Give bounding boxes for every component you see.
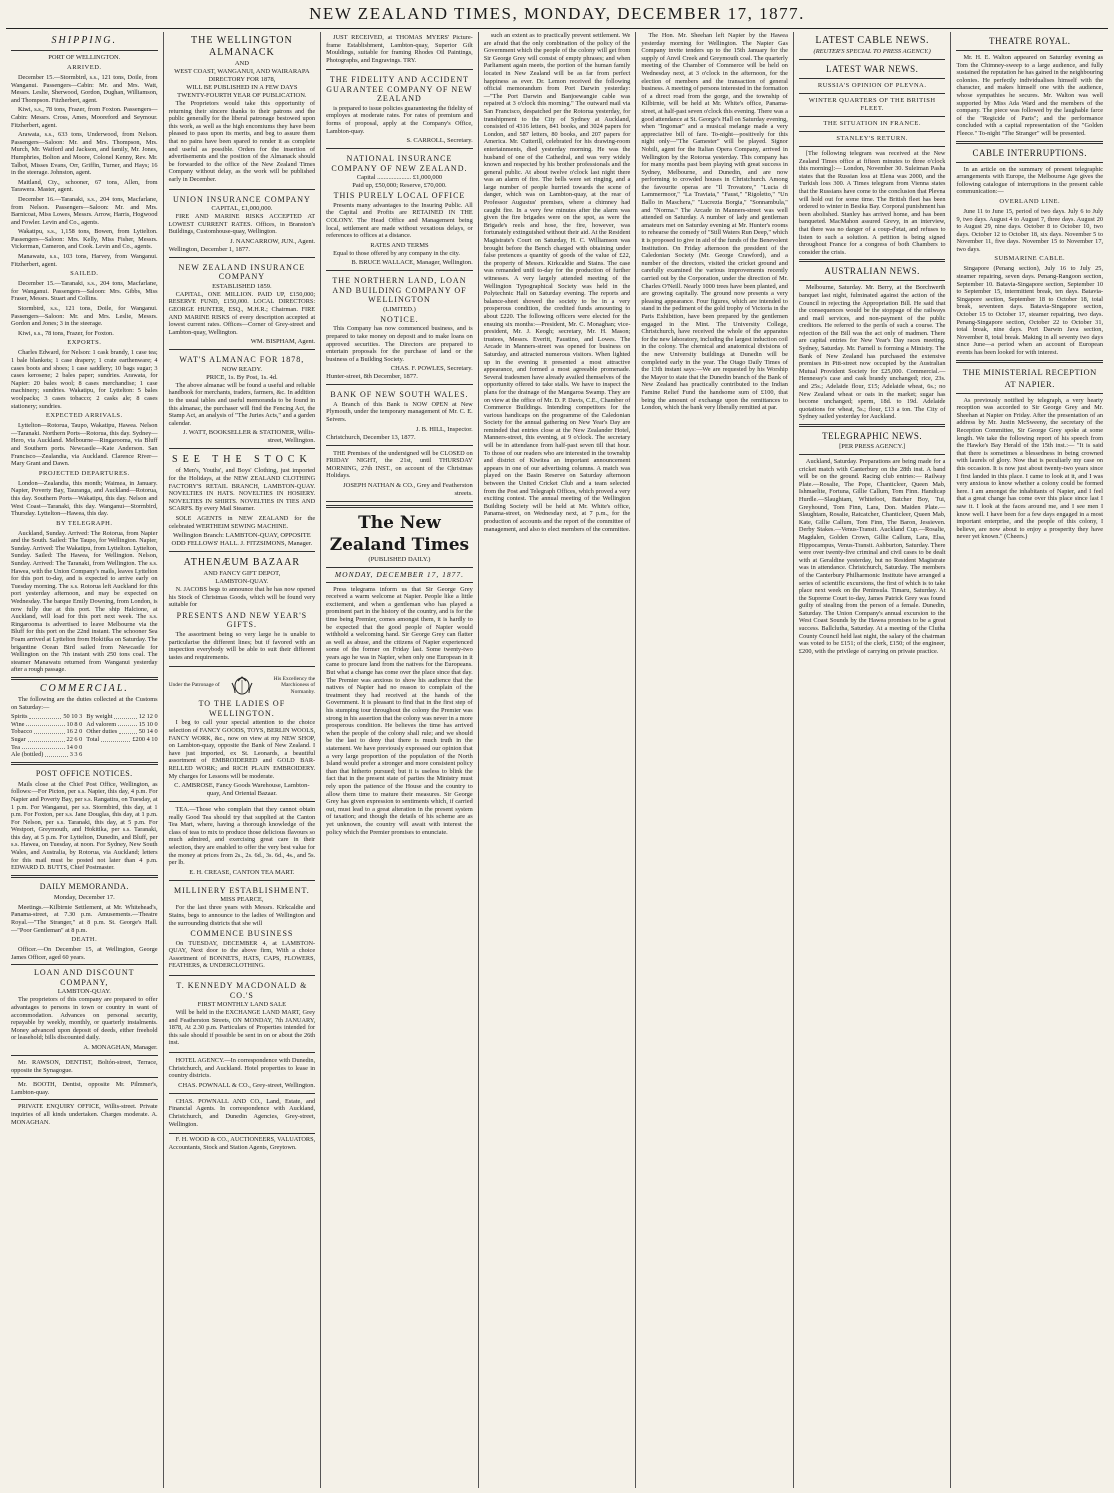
- athenaeum-head: PRESENTS AND NEW YEAR'S GIFTS.: [176, 610, 308, 630]
- divider: [326, 505, 473, 508]
- national-text: Presents many advantages to the Insuring Public. All the Capital and Profits are RETAINED IN THE COLONY. The Head Office and Management being local, settlement are made without vexatious delays, or references to offices at a distance.: [326, 201, 473, 240]
- masthead-rule: [6, 28, 1108, 29]
- duty-label: Ad valorem: [86, 720, 117, 728]
- column-shipping: [6, 32, 164, 1488]
- athenaeum-text-2: The assortment being so very large he is unable to particularise the different lines; but if favored with an inspection everybody will be able to suit their different tastes and requirements.: [168, 630, 316, 661]
- telegraphic-text: Auckland, Saturday. Preparations are being made for a cricket match with Canterbury on the 28th inst. A band will be on the ground. Racing club entries:— Railway Plate.—Rosalie, The Pope, Chanticleer, Queen Mab, Ishmaelite, Fortuna, Gillie Callum, Tom Finn. Handicap Hurdle.—Slaughtam, Whitefoot, Batcher Boy, Tui, Greyhound, Tom Finn, Lara, Don. Maiden Plate.—Slaughtam, Rosalie, Ratcatcher, Chanticleer, Queen Mab, Kate, Gillie Callum, Tom Finn, The Baron, Jessieven. Derby Stakes.—Venus-Transit. Auckland Cup.—Rosalie, Magdalen, Golden Crown, Gillie Callum, Lara, Elsa, Hippocampus, Venus-Transit. Ashburton, Saturday. There were over twenty-five criminal and civil cases to be dealt with at Geraldine yesterday, but no Resident Magistrate was in attendance. Christchurch, Saturday. The members of the Canterbury Philharmonic Institute have arranged a series of scientific excursions, the first of which is to take place next week on the Peninsula. Timaru, Saturday. At the Supreme Court to-day, James Patrick Grey was found guilty of stealing from the person of a female. Dunedin, Saturday. The Union Company's annual excursion to the West Coast Sounds by the Hawea promises to be a great success. Ballclutha, Saturday. At a meeting of the Clutha County Council held last night, the salary of the chairman was voted to be £151; of the clerk, £150; of the engineer, £200, with the privilege of carrying on private practice.: [798, 458, 946, 655]
- column-advertisements-2: [321, 32, 479, 1488]
- coat-of-arms-icon: [229, 673, 255, 697]
- australian-news-title: AUSTRALIAN NEWS.: [824, 266, 920, 277]
- ladies-sign: C. AMBROSE, Fancy Goods Warehouse, Lambton-quay, And Oriental Bazaar.: [174, 782, 310, 798]
- auctioneers-ad: F. H. WOOD & CO., AUCTIONEERS, VALUATORS, Accountants, Stock and Station Agents, Greytown.: [168, 1136, 316, 1151]
- bank-title: BANK OF NEW SOUTH WALES.: [330, 390, 469, 400]
- wats-price: PRICE, 1s. By Post, 1s. 4d.: [206, 373, 278, 381]
- submarine-heading: SUBMARINE CABLE.: [994, 255, 1066, 263]
- stock-text: of Men's, Youths', and Boys' Clothing, just imported for the Holidays, at the NEW ZEALAND CLOTHING FACTORY'S RETAIL BRANCH, LAMBTON-QUAY. NOVELTIES IN HATS. NOVELTIES IN HOSIERY. NOVELTIES IN SHIRTS. NOVELTIES IN TIES AND SCARFS. By every Mail Steamer.: [168, 467, 316, 513]
- duty-label: Other duties: [86, 728, 118, 736]
- union-date: Wellington, December 1, 1877.: [168, 245, 251, 253]
- fidelity-title: THE FIDELITY AND ACCIDENT GUARANTEE COMPANY OF NEW ZEALAND: [326, 75, 473, 104]
- divider: [799, 454, 946, 455]
- expected-text: Lyttelton—Rotorua, Taupo, Wakatipu, Hawea. Nelson—Taranaki. Northern Ports—Rotorua, this day. Sydney—Hero, via Auckland. Melbourne—Ringarooma, via Bluff and Southern ports. Newcastle—Kate Anderson. San Francisco—Zealandia, via Auckland. Clarence River—Mary Grant and Dawn.: [11, 422, 158, 468]
- kennedy-title: T. KENNEDY MACDONALD & CO.'S: [176, 981, 308, 1000]
- sailing-entry: Kiwi, s.s., 78 tons, Frazer, for Foxton.: [18, 329, 114, 337]
- almanack-sub: WEST COAST, WANGANUI, AND WAIRARAPA DIRECTORY FOR 1878,: [174, 68, 310, 83]
- duty-label: Tea: [11, 743, 20, 751]
- divider: [799, 116, 946, 117]
- fidelity-sign: S. CARROLL, Secretary.: [406, 137, 473, 145]
- pownall-text: CHAS. POWNALL AND CO., Land, Estate, and Financial Agents. In correspondence with Auckland, Christchurch, and Dunedin Agencies, Grey-street, Wellington.: [168, 1097, 316, 1128]
- arrival-entry: Wakatipu, s.s., 1,158 tons, Bowen, from Lyttelton. Passengers—Saloon: Mrs. Kelly, Miss Fisher, Messrs. Vickerman, Cameron, and Cook. Levin and Co., agents.: [11, 228, 158, 251]
- fancy-goods-ad: [169, 669, 316, 802]
- divider: [956, 141, 1103, 144]
- exports-heading: EXPORTS.: [67, 339, 102, 347]
- northern-sub: (LIMITED.): [383, 305, 416, 313]
- divider: [11, 875, 158, 878]
- athenaeum-text: N. JACOBS begs to announce that he has now opened his Stock of Christmas Goods, which will be found very suitable for: [168, 586, 316, 609]
- divider: [11, 677, 158, 680]
- columns: [6, 32, 1108, 1488]
- duty-value: £200 4 10: [132, 735, 158, 743]
- duty-label: Total: [86, 735, 100, 743]
- duty-value: 14 0 0: [66, 743, 83, 751]
- telegraph-text: Auckland, Sunday. Arrived: The Rotorua, from Napier and the South. Sailed: The Taupo, for Wellington. Napier, Sunday. Arrived: The Wakatipu, from Lyttelton. Lyttelton, Sunday. Sailed: The Hawea, for Wellington. Nelson, Sunday. Arrived: The Taranaki, from Wellington. The s.s. Hawea, with the Union Company's mails, leaves Lyttelton for this port to-day, and is expected to arrive early on Tuesday morning. The s.s. Rotorua left Auckland for this port yesterday afternoon, and may be expected on Wednesday. The barque Emily Downing, from London, is now fully due at this port. The ship Halcione, at Auckland, will load for this port next week. The s.s. Ringarooma is advertised to leave Melbourne via the Bluff for this port on the 22nd instant. The schooner Sea Foam arrived at Lyttelton from Hokitika on Saturday. The brigantine Ocean Bird sailed from Newcastle for Wellington on the 7th instant with 250 tons coal. The steamer Manawatu returned from Wanganui yesterday after a rough passage.: [11, 529, 158, 674]
- national-rates-text: Equal to those offered by any company in the city.: [333, 249, 460, 257]
- duty-row: [11, 736, 82, 744]
- duty-total: [86, 736, 157, 744]
- duty-value: 50 14 0: [138, 728, 158, 736]
- theatre-text: Mr. H. E. Walton appeared on Saturday evening as Tom the Chimney-sweep to a large audience, and fully sustained the reputation he has gained in the neighbouring colonies. He perfectly individualises himself with the character, and makes himself one with the audience, whose sympathies he secures. Mr. Walton was well supported by Miss Ada Ward and the members of the company. The piece was followed by the laughable farce of the "Regicide of Paris"; and the performance concluded with a capital representation of the "Golden Fleece." To-night "The Stranger" will be presented.: [956, 54, 1104, 137]
- column-local-news: [479, 32, 637, 1488]
- death-heading: DEATH.: [71, 936, 98, 944]
- kennedy-text: Will be held in the EXCHANGE LAND MART, Grey and Featherston Streets, ON MONDAY, 7th JANUARY, 1878, At 2.30 p.m. Particulars of Properties intended for this sale should if possible be sent in on or about the 26th inst.: [168, 1009, 316, 1047]
- cable-interruptions-title: CABLE INTERRUPTIONS.: [972, 147, 1088, 158]
- telegraphic-news-title: TELEGRAPHIC NEWS.: [822, 431, 923, 441]
- duty-row: [86, 721, 157, 729]
- stock-sign: Wellington Branch: LAMBTON-QUAY, OPPOSITE ODD FELLOWS' HALL. J. FITZSIMONS, Manager.: [171, 532, 313, 548]
- paper-title: The New Zealand Times: [329, 512, 470, 555]
- fidelity-text: is prepared to issue policies guaranteeing the fidelity of employes at moderate rates. For rates of premium and forms of proposal, apply at the Company's Office, Lambton-quay.: [326, 104, 473, 135]
- masthead: NEW ZEALAND TIMES, MONDAY, DECEMBER 17, 1877.: [309, 4, 805, 23]
- enquiry-ad: PRIVATE ENQUIRY OFFICE, Willis-street. Private inquiries of all kinds undertaken. Charges moderate. A. MONAGHAN.: [11, 1103, 158, 1126]
- athenaeum-title: ATHENÆUM BAZAAR: [183, 557, 301, 569]
- stock-agents: SOLE AGENTS in NEW ZEALAND for the celebrated WERTHEIM SEWING MACHINE.: [168, 515, 316, 530]
- divider: [956, 162, 1103, 163]
- millinery-ad: [169, 883, 316, 976]
- duty-row: [86, 728, 157, 736]
- theatre-title: THEATRE ROYAL.: [989, 36, 1071, 46]
- pownall-ad: [169, 1096, 316, 1134]
- duty-label: Spirits: [11, 713, 28, 721]
- arrival-entry: December 15.—Stormbird, s.s., 121 tons, Doile, from Wanganui. Passengers—Cabin: Mr. and Mrs. Watt, Messrs. Leslie, Sherwood, Gordon, Dughan, Williamson, and Thompson. Fitzherbert, agent.: [11, 74, 158, 104]
- almanack-title: THE WELLINGTON ALMANACK: [191, 35, 293, 58]
- divider: [326, 567, 473, 568]
- wats-title: WAT'S ALMANAC FOR 1878,: [179, 355, 305, 365]
- wats-sign: J. WATT, BOOKSELLER & STATIONER, Willis-street, Wellington.: [183, 429, 316, 445]
- loan-company-title: LOAN AND DISCOUNT COMPANY,: [34, 968, 135, 987]
- death-notice: Officer.—On December 15, at Wellington, George James Officer, aged 60 years.: [11, 946, 158, 961]
- divider: [799, 280, 946, 281]
- fidelity-ad: [326, 72, 473, 149]
- commercial-intro: The following are the duties collected at the Customs on Saturday:—: [11, 695, 158, 711]
- duty-label: Sugar: [11, 735, 26, 743]
- patronage-right: His Excellency the Marchioness of Normanby.: [273, 675, 316, 695]
- hotel-agency-ad: [169, 1055, 316, 1094]
- arrival-entry: December 16.—Taranaki, s.s., 204 tons, Macfarlane, from Nelson. Passengers—Saloon: Mr. and Mrs. Barnicoat, Miss Lowes, Messrs. Arrow, Harris, Hogwood and Fowler. Levin and Co., agents.: [11, 195, 158, 226]
- overland-text: June 11 to June 15, period of two days. July 6 to July 9, two days. August 4 to August 7, three days. August 20 to August 29, nine days. October 8 to October 10, two days. October 12 to October 18, six days. November 5 to November 11, five days. November 15 to November 17, two days.: [956, 207, 1104, 253]
- duty-row: [11, 713, 82, 721]
- overland-heading: OVERLAND LINE.: [999, 197, 1061, 205]
- australian-news-text: Melbourne, Saturday. Mr. Berry, at the Borchwerth banquet last night, fulminated against the action of the Council in rejecting the Appropriation Bill. He said that the consequences would be the stoppage of the railways and mail services, and non-payment of the public creditors. He referred to the perils of such a course. The rejection of the Bill was the act only of madmen. There are capital entries for New Year's Day races meeting. Sydney, Saturday. Mr. Farnell is forming a Ministry. The Bank of New Zealand has purchased the extensive premises in Pitt-street now occupied by the Australian Mutual Provident Society for £25,000. Commercial.—Hennessy's case and cask brandy unchanged; rice, 23s. and 25s.; Adelaide flour, £15; Adelaide wheat, 6s.; no New Zealand wheat or oats in the market; sugar has become unchanged; sperm, 18d. to 19d. Adelaide quotations for wheat, 5s.; flour, £13 a ton. The City of Sydney sailed yesterday for Auckland.: [798, 284, 946, 421]
- duty-value: 10 8 0: [66, 720, 83, 728]
- kennedy-sub: FIRST MONTHLY LAND SALE: [197, 1001, 287, 1008]
- commercial-title: COMMERCIAL.: [39, 682, 129, 694]
- millinery-text: For the last three years with Messrs. Kirkcaldie and Stains, begs to announce to the ladies of Wellington and the surrounding districts that she will: [168, 904, 316, 927]
- northern-notice: NOTICE.: [380, 314, 419, 324]
- sailing-entry: December 15.—Taranaki, s.s., 204 tons, Macfarlane, for Wanganui. Passengers—Saloon: Mrs. Gibbs, Miss Fraser, Messrs. Stuart and Collins.: [11, 280, 158, 303]
- northern-land-ad: [326, 273, 473, 385]
- duty-label: Tobacco: [11, 728, 33, 736]
- paper-subtitle: (PUBLISHED DAILY.): [368, 555, 431, 563]
- duty-label: Wine: [11, 720, 25, 728]
- column-telegrams: [794, 32, 952, 1488]
- exports-text: Charles Edward, for Nelson: 1 cask brandy, 1 case tea; 1 bale blankets; 1 case drapery; 1 crate earthenware; 4 cases boots and shoes; 1 case saddlery; 10 bags sugar; 3 cases kerosene; 2 bales paper; sundries. Arawata, for Napier: 20 bales wool; 8 cases merchandise; 1 case machinery; sundries. Wakatipu, for Lyttelton: 5 bales woolpacks; 3 cases tobacco; 2 casks ale; 8 cases stationery; sundries.: [11, 349, 158, 410]
- union-text: FIRE AND MARINE RISKS ACCEPTED AT LOWEST CURRENT RATES. Offices, in Branston's Buildings, Customhouse-quay, Wellington.: [168, 213, 316, 236]
- duty-value: 22 6 0: [66, 735, 83, 743]
- national-rates: RATES AND TERMS: [370, 241, 429, 249]
- loan-company-sign: A. MONAGHAN, Manager.: [83, 1043, 158, 1051]
- sailing-entry: Stormbird, s.s., 121 tons, Doile, for Wanganui. Passengers—Saloon: Mr. and Mrs. Leslie, Messrs. Gordon and Jones; 3 in the steerage.: [11, 305, 158, 328]
- almanack-sub: TWENTY-FOURTH YEAR OF PUBLICATION.: [177, 92, 307, 99]
- athenaeum-bazaar-ad: [169, 554, 316, 667]
- northern-date: Hunter-street, 8th December, 1877.: [326, 373, 418, 381]
- divider: [799, 59, 946, 60]
- land-sale-ad: [169, 978, 316, 1053]
- war-news-title: LATEST WAR NEWS.: [825, 64, 919, 74]
- divider: [956, 393, 1103, 394]
- cable-news-title: LATEST CABLE NEWS.: [815, 35, 929, 46]
- duty-row: [11, 751, 82, 759]
- national-insurance-ad: [326, 151, 473, 271]
- nz-insurance-est: ESTABLISHED 1859.: [212, 282, 272, 290]
- divider: [799, 93, 946, 94]
- divider: [799, 131, 946, 132]
- winter-heading: WINTER QUARTERS OF THE BRITISH FLEET.: [808, 97, 936, 112]
- arrival-entry: Kiwi, s.s., 78 tons, Frazer, from Foxton. Passengers—Cabin: Messrs. Cross, Ames, Mooreford and Seymour. Fitzherbert, agent.: [11, 106, 158, 129]
- divider: [799, 424, 946, 427]
- divider: [11, 762, 158, 765]
- nz-insurance-title: NEW ZEALAND INSURANCE COMPANY: [178, 262, 306, 282]
- duties-left: [11, 713, 82, 759]
- bank-sign: J. B. HILL, Inspector.: [415, 425, 473, 433]
- union-insurance-ad: [169, 192, 316, 258]
- union-sign: J. NANCARROW, JUN., Agent.: [230, 237, 316, 245]
- hotel-text: HOTEL AGENCY.—In correspondence with Dunedin, Christchurch, and Auckland. Hotel properties to lease in country districts.: [168, 1056, 316, 1080]
- memoranda-title: DAILY MEMORANDA.: [39, 881, 129, 891]
- arrival-entry: Maitland, Cty., schooner, 67 tons, Allen, from Tarawera. Master, agent.: [11, 178, 158, 194]
- tea-text: TEA.—Those who complain that they cannot obtain really Good Tea should try that supplied at the Canton Tea Mart, where, having a thorough knowledge of the class of teas to mix to produce those delicious flavours so much admired, and exercising great care in their selection, they are enabled to offer the very best value for the money at prices from 2s., 2s. 6d., 3s. 6d., 4s., and 5s. per lb.: [168, 806, 316, 867]
- divider: [956, 50, 1103, 51]
- almanack-sub: AND: [234, 60, 249, 67]
- almanac-1878-ad: [169, 352, 316, 449]
- divider: [11, 1077, 158, 1078]
- local-news-text: The Hon. Mr. Sheehan left Napier by the Hawea yesterday morning for Wellington. The Napier Gas Company invite tenders up to the 15th January for the supply of Anvil Creek and Greymouth coal. The quarterly meeting of the Chamber of Commerce will be held on Wednesday next, at 3 o'clock in the afternoon, for the election of members and the transaction of general business. A meeting of persons interested in the formation of a direct road from the gorge, and the township of Kilbirnie, will be held at Mr. White's office, Panama-street, at half-past seven o'clock this evening. There was a good attendance at St. George's Hall on Saturday evening, when "Ingomar" and a musical melange made a very appreciative bill of fare. To-night—positively for this night only—"The Gamester" will be played. Signor Nobili, agent for the Italian Opera Company, arrived in Wellington by the Rotorua yesterday. This company has for many months past been playing with great success in Sydney, Melbourne, and Dunedin, and are now performing to crowded houses in Christchurch. Among the favourite operas are "Il Trovatore," "Lucia di Lammermoor," "La Traviata," "Faust," "Rigoletto," "Un Ballo in Maschera," "Lucrezia Borgia," "Sonnambula," and "Norma." The Arcade in Manners-street was well attended on Saturday. A number of lady and gentleman amateurs met on Saturday evening at Mr. Hunter's rooms to rehearse the comedy of "Still Waters Run Deep," which it is proposed to give in aid of the funds of the Benevolent Institution. On Friday afternoon the president of the Caledonian Society (Mr. George Crawford), and a number of the directors, visited the cricket ground and carefully examined the various improvements recently carried out by the Corporation, under the direction of Mr. Charles O'Neill. Nearly 1000 trees have been planted, and are growing capitally. The ground now presents a very pleasing appearance. Four figures, which are intended to stand in the pediment of the gold trophy of Victoria in the Paris Exhibition, have been prepared by the gentlemen engaged in the Mint. The University College, Christchurch, have received the whole of the apparatus for the new laboratory, including the largest induction coil in the colony. The chemical and anatomical divisions of the new University buildings at Dunedin will be completed early in the year. The Otago Daily Times of the 13th instant says:—We are requested by his Worship the Mayor to state that the Dunedin branch of the Bank of New Zealand has practically contributed to the Indian Famine Relief Fund the handsome sum of £100, that being the amount of exchange upon the remittances to London, which the bank very liberally remitted at par.: [641, 32, 788, 412]
- loan-company-text: The proprietors of this company are prepared to offer advantages to persons in town or country in want of accommodation. Advances on personal security, repayable by weekly, monthly, or quarterly instalments. Money advanced upon deposit of deeds, either freehold or leasehold; bills discounted daily.: [11, 996, 158, 1042]
- national-capital: Capital ..................... £1,000,000: [356, 174, 443, 182]
- departures-heading: PROJECTED DEPARTURES.: [38, 469, 130, 477]
- duty-label: By weight: [86, 713, 113, 721]
- divider: [326, 582, 473, 583]
- millinery-head: COMMENCE BUSINESS: [190, 929, 294, 939]
- arrival-entry: Arawata, s.s., 633 tons, Underwood, from Nelson. Passengers—Saloon: Mr. and Mrs. Thompson, Mrs. Murch, Mr. Watford and Jackson, and family, Mr. Jones, Humphries, Bolton and Moore, Colonel Kenny, Rev. Mr. Talbot, Misses Evans, Orr, Griffin, Turner, and Hays; 16 in the steerage. Johnston, agent.: [11, 131, 158, 177]
- union-capital: CAPITAL, £1,000,000.: [211, 205, 273, 213]
- column-theatre: [951, 32, 1108, 1488]
- millinery-text-2: On TUESDAY, DECEMBER 4, at LAMBTON-QUAY, Next door to the above firm, With a choice Assortment of BONNETS, HATS, CAPS, FLOWERS, FEATHERS, & UNDERCLOTHING.: [168, 939, 316, 970]
- national-paid: Paid up, £50,000; Reserve, £70,000.: [352, 182, 447, 190]
- nz-insurance-text: CAPITAL, ONE MILLION. PAID UP, £150,000; RESERVE FUND, £150,000. LOCAL DIRECTORS: GEORGE HUNTER, ESQ., M.H.R.; Chairman. FIRE AND MARINE RISKS of every description accepted at lowest current rates. Offices—Corner of Grey-street and Lambton-quay, Wellington.: [168, 290, 316, 336]
- northern-title: THE NORTHERN LAND, LOAN AND BUILDING COMPANY OF WELLINGTON: [332, 276, 467, 305]
- millinery-sub: MISS PEARCE,: [220, 896, 264, 904]
- port-heading: PORT OF WELLINGTON.: [48, 54, 121, 61]
- russia-heading: RUSSIA'S OPINION OF PLEVNA.: [817, 82, 927, 89]
- local-news-text: such an extent as to practically prevent settlement. We are afraid that the only combination of the policy of the Government which the people of the colony will get from Sir George Grey will consist of empty phrases; and when Parliament again meets, the portion of the human family located in New Zealand will be as far from perfect happiness as ever. Dr. Lemon received the following official memorandum from Port Darwin yesterday:—"The Port Darwin and Banjoewangie cable was repaired at 3 o'clock this morning." The outward mail via San Francisco, despatched per the Rotorua yesterday, for transhipment to the City of Sydney at Auckland, consisted of 4316 letters, 841 books, and 3024 papers for London, and 587 letters, 80 books, and 207 papers for America. Mr. Cutterill, celebrated for his drawing-room entertainments, died yesterday morning. He was the husband of one of the Cathedral, and was very widely known and respected by his brother professionals and the general public. At about twelve o'clock last night there was an alarm of fire. The bells were set ringing, and a large number of people hurried towards the scene of danger, which was on Lambton-quay, at the rear of Professor Augustus' premises, where a chimney had caught fire. In a very few minutes after the alarm was given the fire brigades were on the spot, as were the Brigade's reels and hose, the fire, however, was fortunately extinguished without their aid. At the Resident Magistrate's Court on Saturday, H. C. Williamson was brought before the Bench charged with obtaining under false pretences a quantity of goods of the value of £22, the property of Messrs. Kirkcaldie and Stains. The case was remanded until to-day for the production of further witnesses. A very largely attended meeting of the Wellington Typographical Society was held in the Polytechnic Hall on Saturday evening. The reports and balance-sheet showed the society to be in a very prosperous condition, the credited funds amounting to about £220. The following officers were elected for the ensuing six months:—President, Mr. C. Monaghan; vice-president, Mr. J. Keogh; secretary, Mr. H. Mason; trustees, Messrs. Everitt, Faustino, and Lowes. The Arcade in Manners-street was opened for business on Saturday, and attracted numerous visitors. When lighted up in the evening it presented a most attractive appearance, and formed a most agreeable promenade. Several tradesmen have already availed themselves of the opportunity offered to take stalls. We have to inspect the plans for the drainage of the Mangaroa Swamp. They are on view at the office of Mr. D. P. Davis, C.E., Chamber of Commerce Buildings. Intending competitors for the various handicaps on the programme of the Caledonian Society for the annual gathering on New Year's Day are reminded that entries close at the New Zealander Hotel, Manners-street, this evening, at 9 o'clock. The secretary will be in attendance from half-past seven till that hour. To those of our readers who are interested in the township and district of Kiwitea an important announcement appears in one of our advertising columns. A match was played on the Basin Reserve on Saturday afternoon between the United Cricket Club and a team selected from the Post and Telegraph Offices, which proved a very exciting contest. The annual meeting of the Wellington Building Society will be held at Mr. White's office, Panama-street, on Wednesday next, at 7 p.m., for the production of accounts and the report of the committee of management, and also to elect members of the committee.: [483, 32, 631, 533]
- canton-tea-ad: [169, 804, 316, 881]
- almanack-sub: WILL BE PUBLISHED IN A FEW DAYS: [186, 84, 298, 91]
- editorial-text: Press telegrams inform us that Sir George Grey received a warm welcome at Napier. People like a little excitement, and when a gentleman who has played a prominent part in the history of the country, and is for the time being Premier, comes amongst them, it is hardly to be expected that the good people of Napier would withhold a welcoming hand. Sir George Grey can flatter as well as abuse, and the citizens of Napier experienced some of the former on Friday last. Some twenty-two years ago he was in Napier, when only one European in it came to procure land from the natives for the Europeans. But what a change has come over the place since that day. The Premier was anxious to show his audience that the natives of Napier had no reason to complain of the treatment they had received at the hands of the Government. It is pleasant to find that in the first step of his stumping tour throughout the colony the Premier was strong in his assertion that the colony was never in a more prosperous condition. He believes the time has arrived when the people of the colony shall rule; and we should be the last to deny that there is much truth in the statement. We have previously expressed our opinion that a very large proportion of the population of the North Island would prefer a stronger and more consistent policy than that hitherto pursued; but it is useless to blink the fact that in the present state of parties the Ministry must rely upon the patience of the House and the country to allow them time to mature their measures. Sir George Grey has given expression to sentiments which, if carried out, must lead to a great alteration in the present system of taxation; and though the details of his scheme are as yet unknown, the country will await with interest the policy which the Premier promises to enunciate.: [326, 585, 473, 836]
- closing-notice-ad: [326, 448, 473, 502]
- column-advertisements-1: [164, 32, 322, 1488]
- france-heading: THE SITUATION IN FRANCE.: [823, 120, 921, 127]
- divider: [799, 259, 946, 262]
- arrival-entry: Manawatu, s.s., 103 tons, Harvey, from Wanganui. Fitzherbert, agent.: [11, 253, 158, 268]
- wats-text: The above almanac will be found a useful and reliable handbook for merchants, traders, farmers, &c. In addition to the usual tables and useful memoranda to be found in this almanac, the purchaser will find the Fencing Act, the Stamp Act, an analysis of "The Juries Acts," and a garden calendar.: [168, 381, 316, 427]
- union-title: UNION INSURANCE COMPANY: [172, 194, 311, 204]
- memoranda-text: Meetings.—Kilbirnie Settlement, at Mr. Whitehead's, Panama-street, at 7.30 p.m. Amusements.—Theatre Royal.—"The Stranger," at 8 p.m. St. George's Hall.—"Poor Gentleman" at 8 p.m.: [11, 903, 158, 934]
- duty-value: 16 2 0: [66, 728, 83, 736]
- duty-row: [86, 713, 157, 721]
- reception-text: As previously notified by telegraph, a very hearty reception was accorded to Sir George Grey and Mr. Sheehan at Napier on Friday. After the presentation of an address by Mr. Justin McSweeny, the secretary of the Reception Committee, Sir George Grey spoke at some length. We take the following report of his speech from the Hawke's Bay Herald of the 15th inst.:— "It is said that there is sometimes a blessedness in being crowned with laurels of glory. Now that is peculiarly my case on this occasion. It is now just about twenty-two years since I first landed in this place. I came to look at it, and I was very anxious to know whether a colony could be formed here. I am amongst the inhabitants of Napier, and I feel that a great change has come over this place since last I saw it. I look at the faces around me, and I see men I know well. I have been for a few days engaged in a most important enterprise, and the people of this colony, I believe, are now about to enjoy a prosperity they have never yet known." (Cheers.): [956, 396, 1104, 541]
- expected-heading: EXPECTED ARRIVALS.: [45, 412, 123, 420]
- closing-text: THE Premises of the undersigned will be CLOSED on FRIDAY NIGHT, the 21st, until THURSDAY MORNING, 27th INST., on account of the Christmas Holidays.: [326, 449, 473, 480]
- duty-row: [11, 721, 82, 729]
- almanack-ad: [169, 32, 316, 190]
- picture-frame-ad: [326, 32, 473, 70]
- stanley-heading: STANLEY'S RETURN.: [836, 135, 908, 142]
- duty-value: 3 3 6: [69, 751, 83, 759]
- athenaeum-sub: AND FANCY GIFT DEPOT,: [203, 570, 281, 578]
- divider: [11, 1055, 158, 1056]
- national-title: NATIONAL INSURANCE COMPANY OF NEW ZEALAND.: [331, 154, 468, 173]
- divider: [799, 146, 946, 147]
- post-office-title: POST OFFICE NOTICES.: [35, 768, 133, 778]
- tea-sign: E. H. CREASE, CANTON TEA MART.: [189, 868, 295, 876]
- clothing-factory-ad: [169, 451, 316, 552]
- duty-value: 12 12 0: [138, 713, 158, 721]
- arrived-heading: ARRIVED.: [67, 64, 102, 71]
- athenaeum-location: LAMBTON-QUAY.: [215, 578, 269, 586]
- wats-sub: NOW READY.: [221, 365, 262, 373]
- stock-title: SEE THE STOCK: [172, 454, 312, 466]
- duty-label: Ale (bottled): [11, 751, 44, 759]
- duties-right: [82, 713, 157, 759]
- national-sign: B. BRUCE WALLACE, Manager, Wellington.: [351, 259, 473, 267]
- northern-sign: CHAS. F. POWLES, Secretary.: [390, 365, 473, 373]
- duty-value: 50 10 3: [63, 713, 83, 721]
- ladies-title: TO THE LADIES OF WELLINGTON.: [198, 699, 286, 718]
- bank-nsw-ad: [326, 387, 473, 445]
- bank-text: A Branch of this Bank is NOW OPEN at New Plymouth, under the temporary management of Mr. C. E. Seivers.: [326, 400, 473, 423]
- patronage-block: [169, 673, 316, 697]
- memoranda-date: Monday, December 17.: [53, 893, 115, 901]
- divider: [11, 50, 158, 51]
- sailed-heading: SAILED.: [70, 270, 99, 278]
- duty-row: [11, 728, 82, 736]
- shipping-title: SHIPPING.: [51, 35, 118, 46]
- paper-dateline: MONDAY, DECEMBER 17, 1877.: [334, 569, 464, 579]
- nz-insurance-sign: WM. BISPHAM, Agent.: [250, 338, 316, 346]
- divider: [11, 1099, 158, 1100]
- column-local-news-2: [636, 32, 794, 1488]
- closing-sign: JOSEPH NATHAN & CO., Grey and Featherston streets.: [343, 481, 473, 497]
- ladies-text: I beg to call your special attention to the choice selection of FANCY GOODS, TOYS, BERLIN WOOLS, FANCY WORK, &c., now on view at my NEW SHOP, on Lambton-quay, opposite the Bank of New Zealand. I have just imported, ex St. Leonards, a beautiful assortment of EMBROIDERED and GOLD BAR-RELLED WORK; and RICH PLAIN EMBROIDERY. My charges for Lessons will be moderate.: [168, 719, 316, 780]
- hotel-sign: CHAS. POWNALL & CO., Grey-street, Wellington.: [178, 1081, 316, 1089]
- cable-agency: (REUTER'S SPECIAL TO PRESS AGENCY.): [813, 48, 931, 55]
- loan-company-sub: LAMBTON-QUAY.: [57, 988, 111, 996]
- interruptions-intro: In an article on the summary of present telegraphic arrangements with Europe, the Melbourne Age gives the following catalogue of interruptions in the present cable communication:—: [956, 165, 1104, 196]
- cable-text: [The following telegram was received at the New Zealand Times office at fifteen minutes to three o'clock this morning]:— London, November 30. Suleiman Pasha states that the Russian loss at Elena was 2000, and the Turkish loss 300. A Times telegram from Vienna states that the Russians have come to the conclusion that Plevna will hold out for some time. The British fleet has been ordered to winter in Besika Bay. Corporal punishment has been abolished. Stanley has arrived home, and has been banqueted. MacMahon assured Grevy, in an interview, that there was no danger of a coup-d'etat, and refuses to listen to such a solution. A petition is being signed throughout France for a congress of both Chambers to consider the crisis.: [798, 150, 946, 256]
- northern-text: This Company has now commenced business, and is prepared to take money on deposit and to make loans on approved securities. The Directors are prepared to entertain proposals for the purchase of land or the business of a Building Society.: [326, 325, 473, 363]
- dentist-ad: Mr. RAWSON, DENTIST, Boltón-street, Terrace, opposite the Synagogue.: [11, 1058, 158, 1074]
- millinery-title: MILLINERY ESTABLISHMENT.: [173, 885, 310, 895]
- telegraphic-agency: [PER PRESS AGENCY.]: [839, 443, 906, 450]
- bank-date: Christchurch, December 13, 1877.: [326, 433, 416, 441]
- submarine-text: Singapore (Penang section), July 16 to July 25, steamer repairing, seven days. Penang-Rangoon section, September 10. Batavia-Singapore section, September 10 to September 15, intermittent break, ten days. Batavia-Singapore section, September 18 to October 18, total break, seventeen days. Batavia-Singapore section, October 15 to October 17, steamer repairing, two days. Penang-Singapore section, October 22 to October 31, total break, nine days. Port Darwin Java section, November 8, total break. Making in all seventy two days since June—a period when an account of European events has been looked for with interest.: [956, 265, 1104, 356]
- duty-value: 15 10 0: [138, 720, 158, 728]
- patronage-left: Under the Patronage of: [168, 682, 220, 689]
- post-office-text: Mails close at the Chief Post Office, Wellington, as follows:—For Picton, per s.s. Napier, this day, 4 p.m. For Napier and Poverty Bay, per s.s. Rangatira, on Tuesday, at 1 p.m. For Wanganui, per s.s. Stormbird, this day, at 1 p.m. For Foxton, per s.s. Jane Douglas, this day, at 1 p.m. For Nelson, per s.s. Taranaki, this day, at 5 p.m. For Westport, Greymouth, and Hokitika, per s.s. Taranaki, this day, at 5 p.m. For Lyttelton, Dunedin, and Bluff, per s.s. Hawea, on Tuesday, at noon. For Sydney, New South Wales, and Australia, by Rotorua, via Auckland; letters for this mail must be posted not later than 4 p.m. EDWARD D. BUTTS, Chief Postmaster.: [11, 780, 158, 872]
- nz-insurance-ad: [169, 260, 316, 351]
- dentist-ad: Mr. BOOTH, Dentist, opposite Mr. Pilmmer's, Lambton-quay.: [11, 1081, 158, 1096]
- divider: [956, 360, 1103, 363]
- duties-table: [11, 713, 158, 759]
- departures-text: London—Zealandia, this month; Waimea, in January. Napier, Poverty Bay, Tauranga, and Auckland—Rotorua, this day. Southern Ports—Wakatipu, this day. Nelson and West Coast—Taranaki, this day. Wanganui—Stormbird, Thursday. Lyttelton—Hawea, this day.: [11, 479, 158, 518]
- picture-frame-text: JUST RECEIVED, at THOMAS MYERS' Picture-frame Establishment, Lambton-quay, Superior Gilt Mouldings, suitable for framing Rhodes Oil Paintings, Photographs, and Engravings. TRY.: [326, 34, 473, 64]
- reception-title: THE MINISTERIAL RECEPTION AT NAPIER.: [962, 366, 1097, 389]
- telegraph-heading: BY TELEGRAPH.: [56, 519, 113, 527]
- divider: [11, 964, 158, 965]
- national-head: THIS PURELY LOCAL OFFICE: [333, 191, 466, 201]
- duty-row: [11, 744, 82, 752]
- divider: [799, 78, 946, 79]
- almanack-text: The Proprietors would take this opportunity of returning their sincere thanks to their patrons and the public generally for the liberal patronage bestowed upon this work, as well as the high encomiums they have been pleased to pass upon its merits, and beg to assure them that no pains have been spared to render it as complete and useful as possible. Orders for the insertion of advertisements and the position of the Almanack should be forwarded to the office of the New Zealand Times Company without delay, as the work will be published early in December.: [168, 100, 316, 183]
